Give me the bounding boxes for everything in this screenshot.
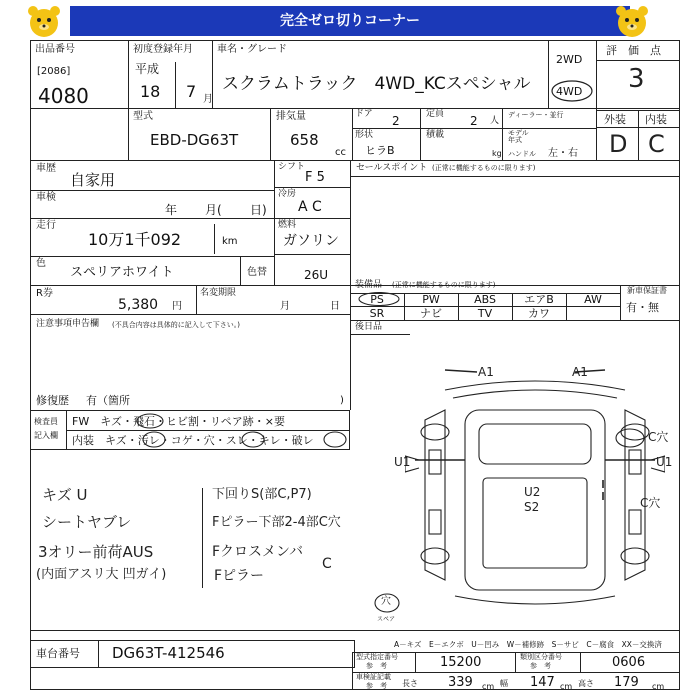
dims-width-unit: cm bbox=[560, 682, 573, 691]
handle-label: ハンドル bbox=[508, 150, 536, 158]
mileage-value: 10万1千092 bbox=[88, 230, 182, 249]
equipment-label: 装備品 bbox=[355, 280, 383, 290]
dims-height: 179 bbox=[614, 675, 639, 690]
mileage-unit: km bbox=[222, 236, 238, 247]
remark-right-2: Fピラー下部2-4部C穴 bbox=[212, 515, 341, 530]
diagram-mark-c-hole-right: C穴 bbox=[640, 496, 661, 510]
equipment-sublabel: (正常に機能するものに限ります) bbox=[392, 281, 496, 289]
remark-left-1: キズ U bbox=[42, 486, 88, 504]
chassis-value: DG63T-412546 bbox=[112, 644, 225, 662]
equipment-pw: PW bbox=[422, 293, 440, 306]
bear-mascot-icon-right bbox=[612, 2, 652, 42]
capacity-label: 定員 bbox=[426, 109, 445, 119]
score-interior-value: C bbox=[648, 130, 665, 158]
drive-4wd-circle-icon bbox=[548, 78, 596, 104]
dims-height-label: 高さ bbox=[578, 679, 594, 688]
diagram-mark-s2: S2 bbox=[524, 500, 540, 514]
tear-circle-icon bbox=[322, 431, 348, 448]
equipment-ps: PS bbox=[370, 293, 384, 306]
color-code-label: 色替 bbox=[247, 267, 267, 278]
inspection-month: 月( bbox=[205, 203, 222, 217]
spare-mark: 穴 bbox=[381, 596, 391, 607]
dims-length-label: 長さ bbox=[402, 679, 418, 688]
displacement-unit: cc bbox=[335, 147, 346, 158]
repair-history-close-paren: ) bbox=[340, 395, 344, 406]
score-value: 3 bbox=[628, 64, 645, 94]
capacity-unit: 人 bbox=[490, 116, 500, 126]
chassis-label: 車台番号 bbox=[36, 647, 80, 660]
load-unit: kg bbox=[492, 149, 502, 158]
check-label-2: 記入欄 bbox=[34, 431, 58, 440]
title-deadline-label: 名変期限 bbox=[200, 288, 237, 298]
stone-chip-circle-icon bbox=[135, 413, 165, 429]
capacity-value: 2 bbox=[470, 114, 478, 128]
check-row-exterior: FW キズ・飛石・ヒビ割・リペア跡・×要 bbox=[72, 415, 285, 428]
history-value: 自家用 bbox=[70, 171, 116, 189]
model-change-label: モデル 年式 bbox=[508, 129, 529, 144]
equipment-leather: カワ bbox=[528, 307, 550, 320]
fuel-value: ガソリン bbox=[283, 233, 339, 249]
shift-label: シフト bbox=[278, 162, 306, 172]
score-exterior-label: 外装 bbox=[604, 113, 626, 126]
stain-circle-icon bbox=[141, 431, 167, 448]
ps-circle-icon bbox=[356, 291, 402, 307]
model-spec-ref: 参 考 bbox=[366, 662, 387, 670]
diagram-mark-c-hole-top: C穴 bbox=[648, 430, 669, 444]
score-label: 評 価 点 bbox=[606, 44, 661, 57]
dims-length-unit: cm bbox=[482, 682, 495, 691]
dealer-label: ディーラー・並行 bbox=[508, 111, 564, 119]
recycle-label: R券 bbox=[36, 288, 53, 299]
class-spec-value: 0606 bbox=[612, 655, 646, 670]
equipment-sr: SR bbox=[369, 307, 385, 320]
repair-history-value: 有（箇所 bbox=[86, 394, 130, 407]
dims-ref: 参 考 bbox=[366, 682, 387, 690]
score-interior-label: 内装 bbox=[645, 113, 667, 126]
remark-right-1: 下回りS(部C,P7) bbox=[212, 487, 312, 502]
dims-width-label: 幅 bbox=[500, 679, 508, 688]
remark-left-3: 3オリー前荷AUS bbox=[38, 543, 154, 561]
registration-year: 18 bbox=[140, 82, 161, 101]
shape-value: ヒラB bbox=[365, 144, 395, 157]
handle-options: 左・右 bbox=[548, 148, 578, 159]
dims-length: 339 bbox=[448, 675, 473, 690]
diagram-mark-a1-left: A1 bbox=[478, 365, 494, 379]
vehicle-name-label: 車名・グレード bbox=[217, 44, 287, 55]
sales-point-sublabel: (正常に機能するものに限ります) bbox=[432, 164, 536, 172]
bear-mascot-icon-left bbox=[24, 2, 64, 42]
shape-label: 形状 bbox=[355, 130, 374, 140]
equipment-navi: ナビ bbox=[420, 307, 442, 320]
remark-right-3: Fクロスメンバ bbox=[212, 544, 304, 560]
notes-label: 注意事項申告欄 bbox=[36, 319, 100, 329]
remark-right-4: Fピラー bbox=[214, 568, 265, 584]
registration-month-unit: 月 bbox=[203, 94, 213, 105]
shift-value: F 5 bbox=[305, 170, 325, 185]
displacement-label: 排気量 bbox=[276, 111, 306, 122]
ac-value: A C bbox=[298, 199, 322, 215]
score-exterior-value: D bbox=[609, 130, 628, 158]
lot-label: 出品番号 bbox=[35, 44, 75, 55]
scuff-circle-icon bbox=[240, 431, 266, 448]
lot-number: 4080 bbox=[38, 84, 89, 108]
ac-label: 冷房 bbox=[278, 189, 297, 199]
lot-code: [2086] bbox=[37, 66, 71, 77]
drive-2wd: 2WD bbox=[556, 53, 583, 66]
diagram-mark-u2: U2 bbox=[524, 485, 541, 499]
displacement-value: 658 bbox=[290, 131, 319, 149]
registration-label: 初度登録年月 bbox=[133, 44, 193, 55]
drive-4wd: 4WD bbox=[556, 85, 583, 98]
diagram-mark-u1-right: U1 bbox=[656, 455, 673, 469]
equipment-aw: AW bbox=[584, 293, 602, 306]
diagram-mark-u1-left: U1 bbox=[394, 455, 411, 469]
new-warranty-label: 新車保証書 bbox=[627, 286, 667, 295]
load-label: 積載 bbox=[426, 130, 445, 140]
inspection-year: 年 bbox=[165, 203, 178, 217]
registration-month: 7 bbox=[186, 82, 197, 101]
notes-sublabel: (不具合内容は具体的に記入して下さい。) bbox=[112, 321, 240, 329]
spare-label: スペア bbox=[377, 616, 396, 623]
registration-era: 平成 bbox=[135, 62, 160, 76]
class-spec-ref: 参 考 bbox=[530, 662, 551, 670]
model-value: EBD-DG63T bbox=[150, 131, 239, 149]
equipment-tv: TV bbox=[477, 307, 493, 320]
recycle-value: 5,380 bbox=[118, 297, 159, 313]
dims-label: 車検証記載 bbox=[356, 673, 391, 681]
fuel-label: 燃料 bbox=[278, 220, 297, 230]
diagram-mark-a1-right: A1 bbox=[572, 365, 588, 379]
rear-hole-circle-icon bbox=[616, 429, 644, 447]
damage-legend: A－キズ E－エクボ U－凹み W－補修跡 S－サビ C－腐食 XX－交換済 bbox=[394, 640, 662, 649]
check-row-interior: 内装 キズ・汚レ・コゲ・穴・スレ・キレ・破レ bbox=[72, 434, 314, 447]
model-label: 型式 bbox=[133, 111, 153, 122]
color-code-value: 26U bbox=[304, 268, 329, 282]
check-label-1: 検査員 bbox=[34, 417, 58, 426]
color-value: スペリアホワイト bbox=[70, 265, 174, 280]
dims-width: 147 bbox=[530, 675, 555, 690]
title-deadline-month: 月 bbox=[280, 301, 290, 312]
repair-history-label: 修復歴 bbox=[36, 394, 69, 407]
rear-seat-label: 後日品 bbox=[355, 322, 383, 332]
model-spec-label: 型式指定番号 bbox=[356, 653, 398, 661]
equipment-abs: ABS bbox=[474, 293, 496, 306]
doors-label: ドア bbox=[355, 109, 373, 119]
recycle-unit: 円 bbox=[172, 301, 182, 312]
sales-point-label: セールスポイント bbox=[356, 163, 428, 173]
inspection-label: 車検 bbox=[36, 192, 56, 203]
model-spec-value: 15200 bbox=[440, 655, 482, 670]
remark-left-2: シートヤブレ bbox=[42, 513, 132, 531]
history-label: 車歴 bbox=[36, 163, 56, 174]
dims-height-unit: cm bbox=[652, 682, 665, 691]
vehicle-name: スクラムトラック 4WD_KCスペシャル bbox=[222, 74, 531, 94]
color-label: 色 bbox=[36, 258, 46, 269]
banner-title: 完全ゼロ切りコーナー bbox=[70, 6, 630, 36]
doors-value: 2 bbox=[392, 114, 400, 128]
title-deadline-day: 日 bbox=[330, 301, 340, 312]
remark-right-3b: C bbox=[322, 556, 332, 572]
equipment-airbag: エアB bbox=[524, 293, 554, 306]
inspection-day: 日) bbox=[250, 203, 267, 217]
remark-left-4: (内面アスリ大 凹ガイ) bbox=[36, 567, 167, 582]
class-spec-label: 類別区分番号 bbox=[520, 653, 562, 661]
new-warranty-value: 有・無 bbox=[626, 301, 659, 314]
mileage-label: 走行 bbox=[36, 220, 56, 231]
